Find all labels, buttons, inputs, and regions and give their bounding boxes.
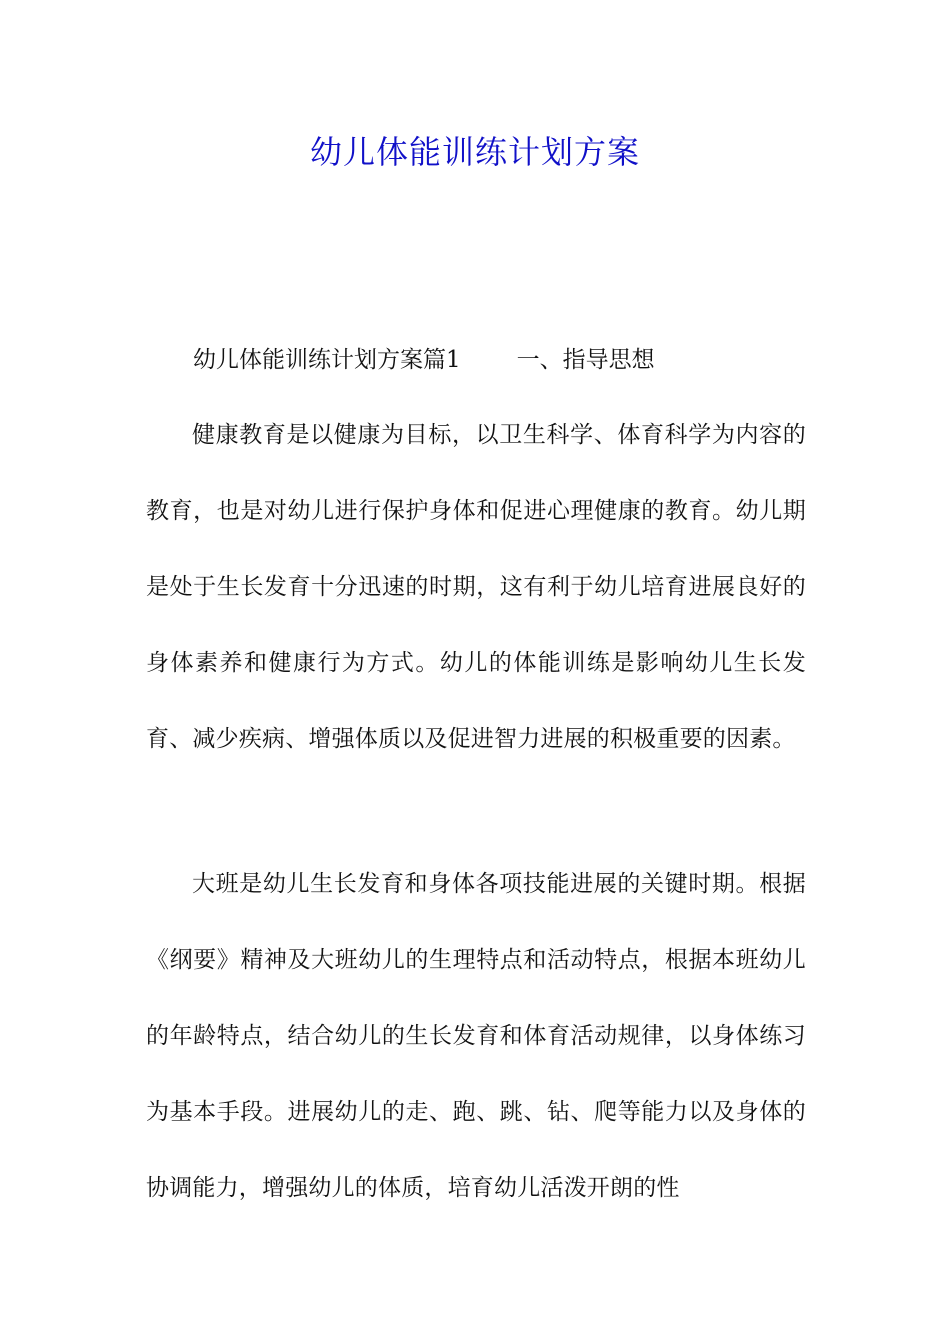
document-title: 幼儿体能训练计划方案	[309, 133, 640, 171]
body-paragraph: 大班是幼儿生长发育和身体各项技能进展的关键时期。根据《纲要》精神及大班幼儿的生理特点和活动特点，根据本班幼儿的年龄特点，结合幼儿的生长发育和体育活动规律，以身体练习为基本手段。进展幼儿的走、跑、跳、钻、爬等能力以及身体的协调能力，增强幼儿的体质，培育幼儿活泼开朗的性	[146, 871, 806, 1201]
section-heading	[193, 340, 655, 380]
body-paragraph: 健康教育是以健康为目标，以卫生科学、体育科学为内容的教育，也是对幼儿进行保护身体和促进心理健康的教育。幼儿期是处于生长发育十分迅速的时期，这有利于幼儿培育进展良好的身体素养和健康行为方式。幼儿的体能训练是影响幼儿生长发育、减少疾病、增强体质以及促进智力进展的积极重要的因素。	[146, 422, 806, 752]
subheading: 一、指导思想	[516, 347, 655, 373]
part-label: 幼儿体能训练计划方案篇1	[193, 347, 461, 373]
